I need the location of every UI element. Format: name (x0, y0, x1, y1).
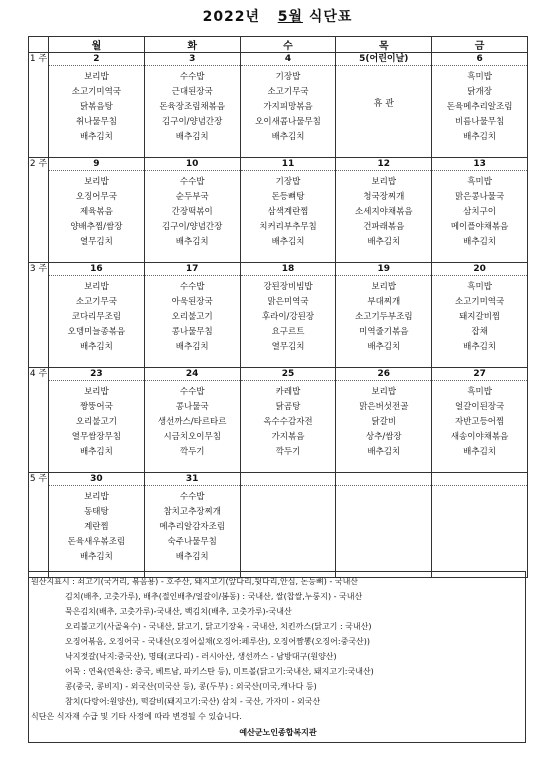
day-cell (240, 263, 336, 368)
menu-item: 소고기무국 (75, 297, 117, 307)
menu-item: 계란찜 (84, 522, 109, 532)
menu-item: 수수밥 (179, 282, 205, 292)
menu-item: 요구르트 (271, 327, 305, 337)
menu-item: 김구이/양념간장 (162, 222, 223, 232)
day-cell (49, 53, 145, 158)
day-cell (49, 368, 145, 473)
origin-note-line: 원산지표시 : 쇠고기(국거리, 볶음용) - 호주산, 돼지고기(앞다리,뒷다리,안심, 돈등뼈) - 국내산 (31, 577, 359, 586)
week-row (29, 158, 528, 263)
menu-item: 청국장찌개 (363, 192, 405, 202)
menu-body (29, 53, 528, 578)
menu-item: 보리밥 (371, 387, 397, 397)
menu-item: 배추김치 (367, 342, 401, 352)
menu-item: 돈육새우볶조림 (67, 537, 126, 547)
date-label: 30 (49, 473, 144, 486)
origin-notes (28, 571, 526, 743)
day-cell (432, 473, 528, 578)
menu-items (145, 381, 240, 460)
menu-items (241, 381, 336, 460)
menu-item: 배추김치 (79, 552, 113, 562)
menu-item: 돈육장조림채볶음 (159, 102, 226, 112)
week-label: 3 주 (29, 263, 49, 368)
menu-item: 오이새콤나물무침 (255, 117, 321, 127)
menu-items (336, 381, 431, 460)
date-label: 17 (145, 263, 240, 276)
menu-item: 잡채 (471, 327, 488, 337)
menu-item: 동태탕 (84, 507, 109, 517)
origin-note-line: 콩(중국, 콩비지) - 외국산(미국산 등), 콩(두부) : 외국산(미국,캐나다 등) (65, 682, 317, 691)
date-label: 12 (336, 158, 431, 171)
menu-item: 배추김치 (79, 342, 113, 352)
day-cell (49, 158, 145, 263)
date-label: 5(어린이날) (336, 53, 431, 66)
menu-item: 닭갈비 (371, 417, 397, 427)
day-cell (336, 158, 432, 263)
menu-item: 배추김치 (79, 132, 113, 142)
origin-note-line: 식단은 식자재 수급 및 기타 사정에 따라 변경될 수 있습니다. (31, 712, 242, 721)
menu-item: 카레밥 (275, 387, 301, 397)
day-cell (336, 263, 432, 368)
day-cell (432, 368, 528, 473)
day-cell (240, 158, 336, 263)
menu-items (145, 171, 240, 250)
date-label: 4 (241, 53, 336, 66)
menu-item: 닭개장 (467, 87, 492, 97)
date-label: 10 (145, 158, 240, 171)
menu-items (432, 276, 527, 355)
menu-item: 열무김치 (79, 237, 113, 247)
day-cell (432, 53, 528, 158)
date-label: 6 (432, 53, 527, 66)
page-title (0, 6, 555, 26)
origin-note-line: 오징어볶음, 오징어국 - 국내산(오징어실채(오징어:페루산), 오징어짬뽕(오징어:중국산)) (65, 637, 371, 646)
date-label: 23 (49, 368, 144, 381)
week-row (29, 473, 528, 578)
menu-item: 상추/쌈장 (365, 432, 402, 442)
day-cell (144, 263, 240, 368)
menu-item: 미역줄기볶음 (359, 327, 409, 337)
date-label: 27 (432, 368, 527, 381)
menu-item: 깍두기 (275, 447, 301, 457)
week-label: 1 주 (29, 53, 49, 158)
day-header: 화 (144, 37, 240, 53)
day-header: 금 (432, 37, 528, 53)
week-label: 4 주 (29, 368, 49, 473)
menu-items (49, 66, 144, 145)
title-suffix: 식단표 (308, 9, 353, 25)
day-cell (240, 368, 336, 473)
menu-item: 근대된장국 (171, 87, 213, 97)
menu-item: 닭볶음탕 (79, 102, 113, 112)
menu-items (49, 486, 144, 565)
menu-item: 코다리무조림 (71, 312, 122, 322)
menu-item: 간장떡볶이 (171, 207, 213, 217)
menu-item: 수수밥 (179, 72, 205, 82)
menu-items (241, 171, 336, 250)
date-label: 25 (241, 368, 336, 381)
menu-items (49, 171, 144, 250)
menu-item: 오징어무국 (75, 192, 117, 202)
date-label: 31 (145, 473, 240, 486)
menu-items (432, 381, 527, 460)
week-label: 5 주 (29, 473, 49, 578)
menu-item: 닭곰탕 (275, 402, 301, 412)
menu-item: 수수밥 (179, 492, 205, 502)
menu-item: 돈등뼈탕 (271, 192, 305, 202)
menu-items (432, 171, 527, 250)
week-label: 2 주 (29, 158, 49, 263)
corner-cell (29, 37, 49, 53)
menu-item: 삼치구이 (463, 207, 497, 217)
menu-item: 삼색계란찜 (267, 207, 309, 217)
date-label: 16 (49, 263, 144, 276)
menu-item: 가지볶음 (271, 432, 305, 442)
menu-items (432, 66, 527, 145)
menu-item: 수수밥 (179, 177, 205, 187)
menu-item: 배추김치 (175, 342, 209, 352)
menu-table (28, 36, 528, 578)
title-month: 5월 (277, 9, 303, 25)
week-row (29, 368, 528, 473)
menu-item: 콩나물무침 (171, 327, 213, 337)
day-cell (336, 473, 432, 578)
menu-item: 보리밥 (84, 72, 109, 82)
menu-item: 소고기두부조림 (355, 312, 413, 322)
menu-item: 치커리부추무침 (259, 222, 317, 232)
day-cell (144, 158, 240, 263)
menu-item: 순두부국 (175, 192, 209, 202)
date-label: 19 (336, 263, 431, 276)
date-label: 11 (241, 158, 336, 171)
day-cell (240, 473, 336, 578)
menu-item: 기장밥 (275, 72, 301, 82)
menu-item: 배추김치 (175, 132, 209, 142)
menu-item: 흑미밥 (467, 72, 492, 82)
menu-item: 소세지야채볶음 (355, 207, 413, 217)
day-header: 월 (49, 37, 145, 53)
menu-item: 가지피망볶음 (263, 102, 313, 112)
date-label: 24 (145, 368, 240, 381)
menu-item: 맑은콩나물국 (454, 192, 505, 202)
date-label: 2 (49, 53, 144, 66)
menu-items (241, 66, 336, 145)
holiday-note: 휴 관 (373, 99, 394, 109)
date-label: 13 (432, 158, 527, 171)
menu-item: 오뎅미늘종볶음 (67, 327, 126, 337)
menu-item: 배추김치 (271, 132, 305, 142)
menu-item: 배추김치 (367, 447, 401, 457)
menu-items (49, 381, 144, 460)
menu-item: 배추김치 (463, 132, 497, 142)
menu-item: 맑은미역국 (267, 297, 309, 307)
menu-items (336, 276, 431, 355)
menu-item: 강된장비빔밥 (263, 282, 313, 292)
menu-item: 보리밥 (84, 282, 109, 292)
organization-name: 예산군노인종합복지관 (239, 728, 317, 737)
date-label (241, 473, 336, 486)
week-row (29, 53, 528, 158)
day-header: 목 (336, 37, 432, 53)
menu-item: 부대찌개 (367, 297, 401, 307)
menu-item: 후라이/강된장 (261, 312, 315, 322)
menu-item: 소고기무국 (267, 87, 309, 97)
day-cell (49, 473, 145, 578)
menu-item: 배추김치 (463, 447, 497, 457)
date-label (432, 473, 527, 486)
menu-item: 새송이야채볶음 (450, 432, 509, 442)
day-header: 수 (240, 37, 336, 53)
day-cell (240, 53, 336, 158)
menu-item: 수수밥 (179, 387, 205, 397)
menu-item: 흑미밥 (467, 282, 492, 292)
date-label: 26 (336, 368, 431, 381)
menu-item: 배추김치 (463, 342, 497, 352)
menu-item: 배추김치 (79, 447, 113, 457)
menu-item: 보리밥 (84, 387, 109, 397)
origin-note-line: 오리불고기(사골육수) - 국내산, 닭고기, 닭고기장육 - 국내산, 치킨까스(닭고기 : 국내산) (65, 622, 372, 631)
menu-item: 열무김치 (271, 342, 305, 352)
menu-item: 오리불고기 (75, 417, 117, 427)
menu-item: 흑미밥 (467, 387, 492, 397)
menu-item: 양배추찜/쌈장 (70, 222, 123, 232)
menu-item: 건파래볶음 (363, 222, 405, 232)
menu-item: 메추리알감자조림 (159, 522, 226, 532)
day-cell (49, 263, 145, 368)
day-cell (144, 53, 240, 158)
origin-note-line: 김치(배추, 고춧가루), 배추(절인배추/얼갈이/봄동) : 국내산, 쌀(찹쌀,누룽지) - 국내산 (65, 592, 363, 601)
menu-item: 오리불고기 (171, 312, 213, 322)
menu-items (432, 486, 527, 490)
date-label (336, 473, 431, 486)
menu-item: 보리밥 (371, 177, 397, 187)
menu-items (336, 486, 431, 490)
week-row (29, 263, 528, 368)
menu-item: 취나물무침 (75, 117, 117, 127)
menu-item: 돼지갈비찜 (459, 312, 501, 322)
date-label: 9 (49, 158, 144, 171)
day-cell (432, 263, 528, 368)
menu-item: 깍두기 (179, 447, 205, 457)
menu-item: 자반고등어찜 (454, 417, 505, 427)
menu-item: 짱뚱어국 (79, 402, 113, 412)
date-label: 20 (432, 263, 527, 276)
menu-item: 옥수수감자전 (263, 417, 313, 427)
day-cell (432, 158, 528, 263)
menu-items (241, 276, 336, 355)
menu-item: 맑은버섯전골 (359, 402, 409, 412)
menu-item: 돈육메추리알조림 (446, 102, 513, 112)
menu-item: 흑미밥 (467, 177, 492, 187)
menu-item: 참치고추장찌개 (163, 507, 221, 517)
menu-items (145, 66, 240, 145)
menu-item: 아욱된장국 (171, 297, 213, 307)
menu-item: 메이플야채볶음 (450, 222, 509, 232)
date-label: 3 (145, 53, 240, 66)
origin-note-line: 어묵 : 연육(연육산: 중국, 베트남, 파키스탄 등), 미트볼(닭고기:국내산, 돼지고기:국내산) (65, 667, 374, 676)
menu-item: 배추김치 (175, 237, 209, 247)
menu-items (145, 486, 240, 565)
menu-item: 보리밥 (84, 177, 109, 187)
origin-note-line: 참치(다랑어:원양산), 떡갈비(돼지고기:국산) 삼치 - 국산, 가자미 - 외국산 (65, 697, 321, 706)
day-cell (336, 53, 432, 158)
menu-item: 콩나물국 (175, 402, 209, 412)
menu-items (49, 276, 144, 355)
menu-item: 소고기미역국 (454, 297, 505, 307)
menu-item: 얼갈이된장국 (454, 402, 505, 412)
title-year: 2022년 (202, 9, 261, 25)
menu-item: 기장밥 (275, 177, 301, 187)
menu-item: 보리밥 (84, 492, 109, 502)
menu-item: 비름나물무침 (454, 117, 505, 127)
menu-items (145, 276, 240, 355)
menu-item: 소고기미역국 (71, 87, 122, 97)
day-cell (144, 368, 240, 473)
day-cell (144, 473, 240, 578)
menu-item: 배추김치 (367, 237, 401, 247)
day-cell (336, 368, 432, 473)
menu-item: 시금치오이무침 (163, 432, 221, 442)
menu-item: 배추김치 (463, 237, 497, 247)
menu-item: 숙주나물무침 (167, 537, 217, 547)
menu-item: 열무쌈장무침 (71, 432, 122, 442)
menu-item: 보리밥 (371, 282, 397, 292)
menu-item: 김구이/양념간장 (162, 117, 223, 127)
origin-note-line: 묵은김치(배추, 고춧가루)-국내산, 백김치(배추, 고춧가루)-국내산 (65, 607, 292, 616)
menu-item: 배추김치 (271, 237, 305, 247)
day-header-row (29, 37, 528, 53)
menu-item: 제육볶음 (79, 207, 113, 217)
menu-item: 생선까스/타르타르 (157, 417, 227, 427)
menu-items (241, 486, 336, 490)
menu-items (336, 171, 431, 250)
menu-item: 배추김치 (175, 552, 209, 562)
date-label: 18 (241, 263, 336, 276)
origin-note-line: 낙지젓갈(낙지:중국산), 명태(코다리) - 러시아산, 생선까스 - 남방대구(원양산) (65, 652, 337, 661)
